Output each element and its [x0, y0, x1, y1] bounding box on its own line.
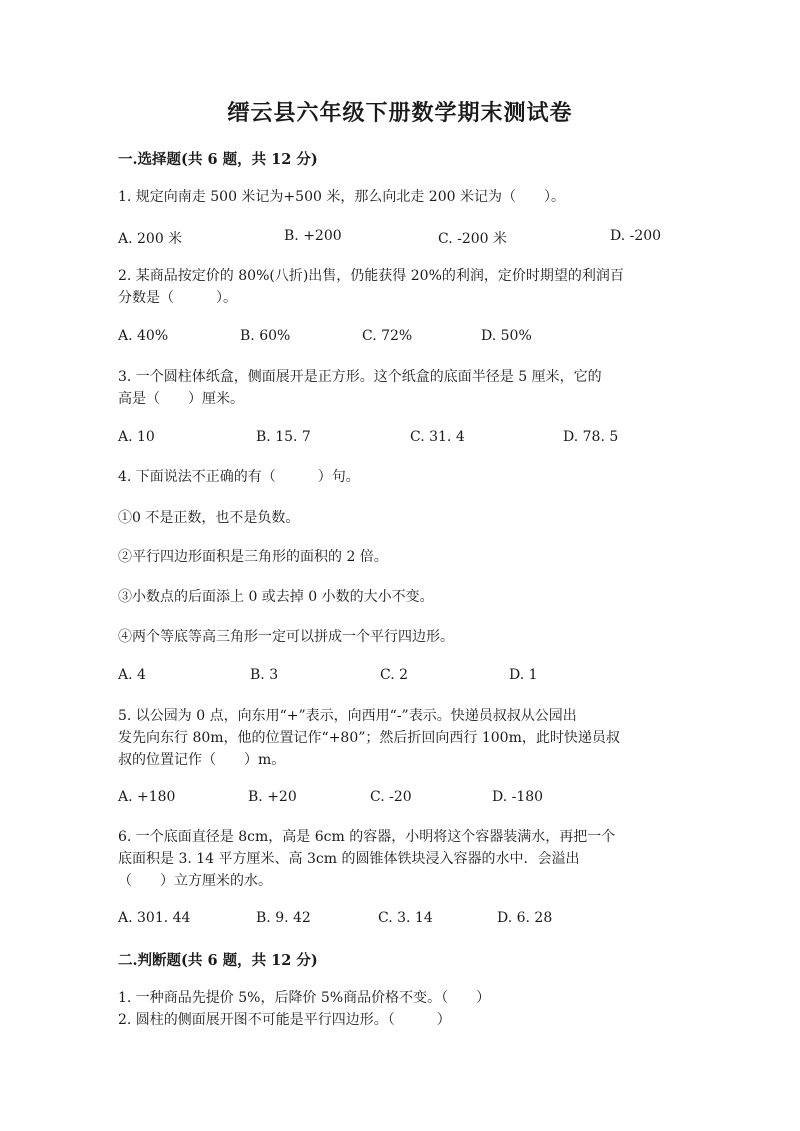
question-5-option-d: D. -180	[492, 789, 544, 805]
question-1-option-b: B. +200	[284, 228, 342, 244]
question-6-option-b: B. 9. 42	[256, 910, 311, 926]
question-2-option-c: C. 72%	[362, 328, 413, 344]
question-3-option-d: D. 78. 5	[563, 429, 619, 445]
question-4-text: 4. 下面说法不正确的有（ ）句。	[118, 469, 360, 485]
question-3-option-c: C. 31. 4	[410, 429, 465, 445]
section-heading-judgment: 二.判断题(共 6 题，共 12 分)	[118, 952, 318, 969]
question-5-option-c: C. -20	[370, 789, 412, 805]
question-2-text-line-2: 分数是（ ）。	[118, 290, 237, 306]
question-3-option-b: B. 15. 7	[256, 429, 311, 445]
question-4-option-c: C. 2	[380, 667, 409, 683]
question-6-text-line-2: 底面积是 3. 14 平方厘米、高 3cm 的圆锥体铁块浸入容器的水中．会溢出	[118, 851, 580, 867]
question-5-option-a: A. +180	[118, 789, 176, 805]
page-title: 缙云县六年级下册数学期末测试卷	[227, 100, 573, 126]
question-2-option-b: B. 60%	[240, 328, 291, 344]
question-4-statement-2: ②平行四边形面积是三角形的面积的 2 倍。	[118, 549, 388, 565]
question-5-text-line-3: 叔的位置记作（ ）m。	[118, 752, 286, 768]
question-3-text-line-2: 高是（ ）厘米。	[118, 391, 244, 407]
question-1-option-a: A. 200 米	[118, 231, 183, 247]
question-1-text: 1. 规定向南走 500 米记为+500 米，那么向北走 200 米记为（ ）。	[118, 189, 565, 205]
section-heading-choice: 一.选择题(共 6 题，共 12 分)	[118, 151, 318, 168]
question-1-option-c: C. -200 米	[438, 231, 508, 247]
judgment-item-2: 2. 圆柱的侧面展开图不可能是平行四边形。（ ）	[118, 1012, 451, 1028]
question-6-text-line-1: 6. 一个底面直径是 8cm，高是 6cm 的容器，小明将这个容器装满水，再把一个	[118, 829, 616, 845]
question-6-option-a: A. 301. 44	[118, 910, 191, 926]
question-3-option-a: A. 10	[118, 429, 155, 445]
question-4-option-a: A. 4	[118, 667, 146, 683]
question-5-option-b: B. +20	[248, 789, 297, 805]
question-6-option-c: C. 3. 14	[378, 910, 433, 926]
question-6-option-d: D. 6. 28	[497, 910, 553, 926]
question-6-text-line-3: （ ）立方厘米的水。	[118, 873, 272, 889]
question-4-option-b: B. 3	[250, 667, 279, 683]
question-3-text-line-1: 3. 一个圆柱体纸盒，侧面展开是正方形。这个纸盒的底面半径是 5 厘米，它的	[118, 369, 602, 385]
question-4-statement-3: ③小数点的后面添上 0 或去掉 0 小数的大小不变。	[118, 589, 434, 605]
question-5-text-line-1: 5. 以公园为 0 点，向东用“+”表示，向西用“-”表示。快递员叔叔从公园出	[118, 708, 577, 724]
question-5-text-line-2: 发先向东行 80m，他的位置记作“+80”；然后折回向西行 100m，此时快递员叔	[118, 730, 620, 746]
question-4-statement-4: ④两个等底等高三角形一定可以拼成一个平行四边形。	[118, 629, 454, 645]
question-1-option-d: D. -200	[610, 228, 662, 244]
question-4-statement-1: ①0 不是正数，也不是负数。	[118, 510, 300, 526]
question-4-option-d: D. 1	[509, 667, 538, 683]
question-2-option-d: D. 50%	[481, 328, 532, 344]
question-2-text-line-1: 2. 某商品按定价的 80%(八折)出售，仍能获得 20%的利润，定价时期望的利润百	[118, 268, 624, 284]
judgment-item-1: 1. 一种商品先提价 5%，后降价 5%商品价格不变。（ ）	[118, 990, 491, 1006]
question-2-option-a: A. 40%	[118, 328, 169, 344]
